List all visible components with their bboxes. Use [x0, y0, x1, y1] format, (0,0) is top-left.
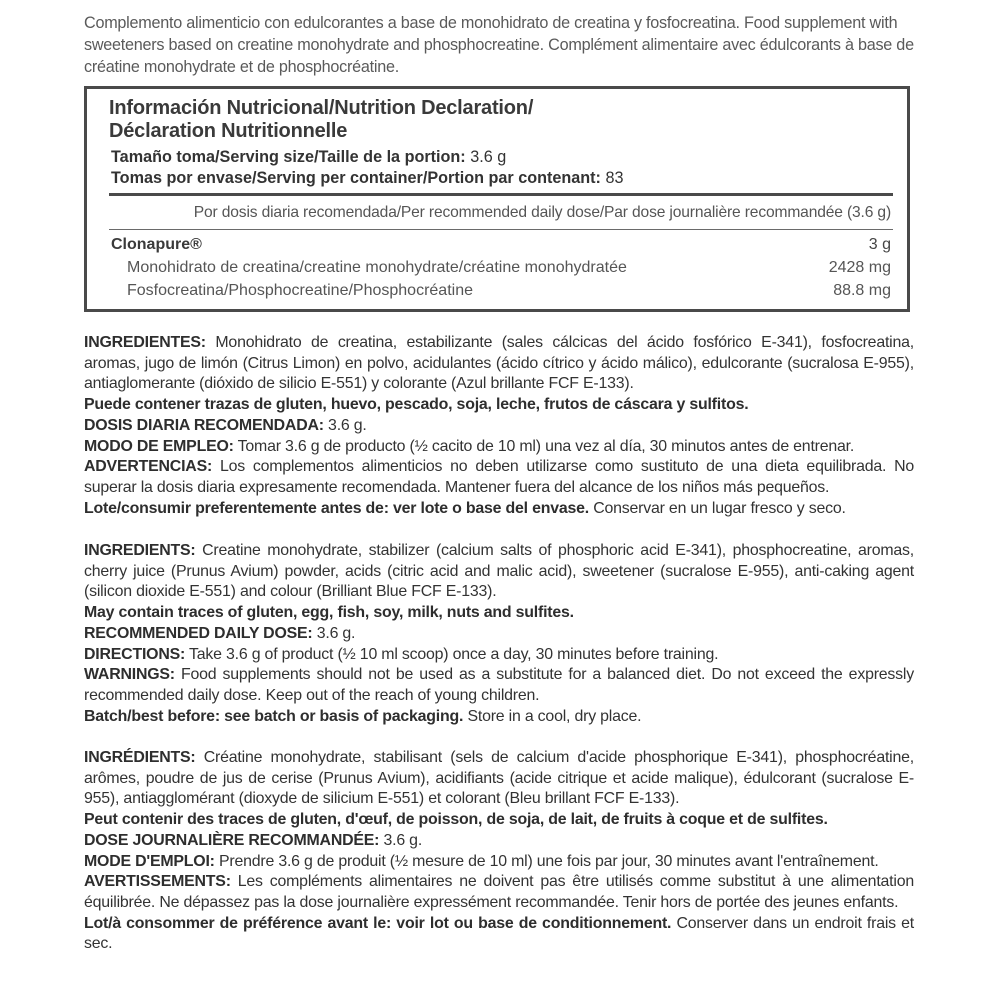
warnings-text: Food supplements should not be used as a substitute for a balanced diet. Do not exceed the expressly recommended daily dose. Keep out of the reach of young children. [84, 666, 914, 704]
allergen-traces: May contain traces of gluten, egg, fish, soy, milk, nuts and sulfites. [84, 604, 574, 622]
spanish-section [84, 333, 914, 519]
nutrition-title-line-1: Información Nutricional/Nutrition Declaration/ [109, 97, 534, 119]
directions-text: Take 3.6 g of product (½ 10 ml scoop) once a day, 30 minutes before training. [185, 645, 719, 663]
dose-label: DOSIS DIARIA RECOMENDADA: [84, 416, 324, 434]
batch-storage [84, 707, 914, 728]
directions-label: DIRECTIONS: [84, 645, 186, 663]
directions-label: MODO DE EMPLEO: [84, 437, 234, 455]
directions-label: MODE D'EMPLOI: [84, 852, 215, 870]
warnings-text: Les compléments alimentaires ne doivent pas être utilisés comme substitut à une alimentation équilibrée. Ne dépassez pas la dose journalière expressément recommandée. Tenir hors de portée des jeunes enfants. [84, 873, 914, 911]
daily-dose [84, 416, 914, 437]
dose-column-header: Por dosis diaria recomendada/Per recommended daily dose/Par dose journalière recommandée (3.6 g) [193, 204, 891, 221]
directions [84, 437, 914, 458]
directions-text: Prendre 3.6 g de produit (½ mesure de 10 ml) une fois par jour, 30 minutes avant l'entraînement. [214, 852, 879, 870]
nutrient-value: 88.8 mg [833, 282, 891, 299]
serving-info [111, 147, 623, 189]
nutrient-name: Monohidrato de creatina/creatine monohydrate/créatine monohydratée [127, 259, 627, 276]
nutrient-value: 3 g [868, 236, 891, 253]
ingredients-paragraph [84, 333, 914, 395]
dose-label: DOSE JOURNALIÈRE RECOMMANDÉE: [84, 831, 380, 849]
servings-label: Tomas por envase/Serving per container/Portion par contenant: [111, 169, 601, 187]
french-section [84, 748, 914, 955]
batch-label: Batch/best before: see batch or basis of packaging. [84, 707, 464, 725]
ingredients-label: INGREDIENTS: [84, 542, 196, 559]
ingredients-label: INGREDIENTES: [84, 334, 206, 351]
dose-text: 3.6 g. [323, 416, 367, 434]
serving-size-label: Tamaño toma/Serving size/Taille de la portion: [111, 148, 466, 166]
ingredients-text: Créatine monohydrate, stabilisant (sels de calcium d'acide phosphorique E-341), phosphocréatine, arômes, poudre de jus de cerise (Prunus Avium), acidifiants (acide citrique et acide malique), édulcorant (sucralose E-955), antiagglomérant (dioxyde de silicium E-551) et colorant (Bleu brillant FCF E-133). [84, 749, 914, 808]
nutrition-panel [84, 86, 910, 312]
serving-size-row [111, 147, 623, 168]
ingredients-paragraph [84, 541, 914, 603]
thick-divider [109, 193, 893, 196]
english-section [84, 541, 914, 727]
serving-size-value: 3.6 g [470, 148, 507, 166]
directions-text: Tomar 3.6 g de producto (½ cacito de 10 ml) una vez al día, 30 minutos antes de entrenar. [233, 437, 855, 455]
directions [84, 645, 914, 666]
allergen-traces: Peut contenir des traces de gluten, d'œuf, de poisson, de soja, de lait, de fruits à coque et de sulfites. [84, 811, 828, 829]
warnings-label: ADVERTENCIAS: [84, 458, 213, 476]
nutrition-title-line-2: Déclaration Nutritionnelle [109, 120, 348, 142]
batch-storage [84, 499, 914, 520]
dose-label: RECOMMENDED DAILY DOSE: [84, 624, 313, 642]
warnings-label: AVERTISSEMENTS: [84, 873, 231, 891]
product-description: Complemento alimenticio con edulcorantes a base de monohidrato de creatina y fosfocreatina. Food supplement with sweeteners based on creatine monohydrate and phosphocreatine. Complément alimentaire avec édulcorants à base de créatine monohydrate et de phosphocréatine. [84, 14, 914, 76]
warnings [84, 872, 914, 913]
servings-value: 83 [605, 169, 624, 187]
batch-storage [84, 914, 914, 955]
storage-text: Conserver dans un endroit frais et sec. [84, 914, 914, 953]
thin-divider [109, 229, 893, 230]
batch-label: Lot/à consommer de préférence avant le: voir lot ou base de conditionnement. [84, 914, 672, 932]
storage-text: Conservar en un lugar fresco y seco. [589, 499, 846, 517]
nutrition-title [109, 97, 533, 143]
daily-dose [84, 624, 914, 645]
storage-text: Store in a cool, dry place. [463, 707, 642, 725]
warnings [84, 665, 914, 706]
daily-dose [84, 831, 914, 852]
warnings-text: Los complementos alimenticios no deben utilizarse como sustituto de una dieta equilibrada. No superar la dosis diaria expresamente recomendada. Mantener fuera del alcance de los niños más pequeños. [84, 458, 914, 496]
servings-per-container-row [111, 168, 623, 189]
dose-text: 3.6 g. [312, 624, 356, 642]
batch-label: Lote/consumir preferentemente antes de: ver lote o base del envase. [84, 499, 589, 517]
nutrient-value: 2428 mg [828, 259, 891, 276]
nutrient-name: Fosfocreatina/Phosphocreatine/Phosphocréatine [127, 282, 473, 299]
warnings-label: WARNINGS: [84, 666, 175, 684]
ingredients-text: Monohidrato de creatina, estabilizante (sales cálcicas del ácido fosfórico E-341), fosfocreatina, aromas, jugo de limón (Citrus Limon) en polvo, acidulantes (ácido cítrico y ácido málico), edulcorante (sucralosa E-955), antiaglomerante (dióxido de silicio E-551) y colorante (Azul brillante FCF E-133). [84, 334, 914, 393]
ingredients-text: Creatine monohydrate, stabilizer (calcium salts of phosphoric acid E-341), phosphocreatine, aromas, cherry juice (Prunus Avium) powder, acids (citric acid and malic acid), sweetener (sucralose E-955), anti-caking agent (silicon dioxide E-551) and colour (Brilliant Blue FCF E-133). [84, 542, 914, 601]
ingredients-label: INGRÉDIENTS: [84, 749, 196, 766]
nutrient-name: Clonapure® [111, 236, 202, 253]
ingredients-paragraph [84, 748, 914, 810]
allergen-traces: Puede contener trazas de gluten, huevo, pescado, soja, leche, frutos de cáscara y sulfitos. [84, 396, 749, 414]
directions [84, 852, 914, 873]
warnings [84, 457, 914, 498]
dose-text: 3.6 g. [379, 831, 423, 849]
